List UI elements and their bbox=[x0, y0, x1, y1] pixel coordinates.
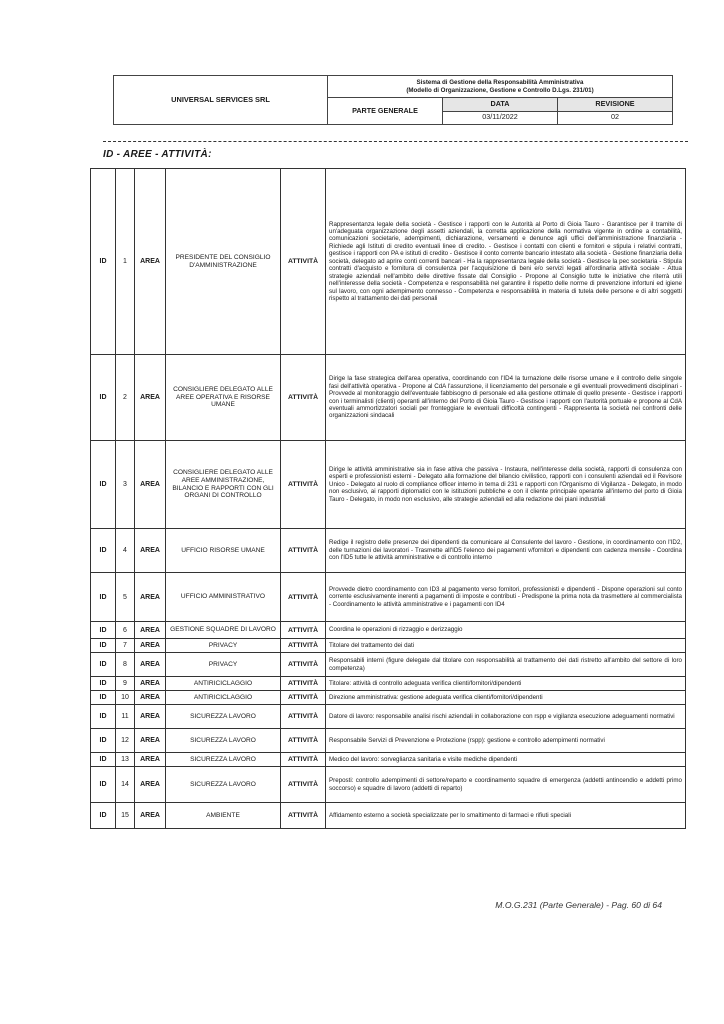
row-description-cell: Titolare: attività di controllo adeguata verifica clienti/fornitori/dipendenti bbox=[326, 677, 686, 691]
row-number-cell: 9 bbox=[116, 677, 135, 691]
row-number-cell: 15 bbox=[116, 803, 135, 829]
row-name-cell: CONSIGLIERE DELEGATO ALLE AREE AMMINISTRAZIONE, BILANCIO E RAPPORTI CON GLI ORGANI DI CONTROLLO bbox=[166, 441, 281, 529]
table-row bbox=[91, 529, 686, 573]
row-number-cell: 4 bbox=[116, 529, 135, 573]
row-activity-label-cell: ATTIVITÀ bbox=[281, 767, 326, 803]
table-row bbox=[91, 677, 686, 691]
row-activity-label-cell: ATTIVITÀ bbox=[281, 705, 326, 729]
row-name-cell: SICUREZZA LAVORO bbox=[166, 705, 281, 729]
row-name-cell: ANTIRICICLAGGIO bbox=[166, 691, 281, 705]
row-activity-label-cell: ATTIVITÀ bbox=[281, 169, 326, 355]
row-id-cell: ID bbox=[91, 529, 116, 573]
row-activity-label-cell: ATTIVITÀ bbox=[281, 677, 326, 691]
row-number-cell: 10 bbox=[116, 691, 135, 705]
row-id-cell: ID bbox=[91, 677, 116, 691]
table-row bbox=[91, 705, 686, 729]
row-name-cell: AMBIENTE bbox=[166, 803, 281, 829]
row-name-cell: ANTIRICICLAGGIO bbox=[166, 677, 281, 691]
row-name-cell: SICUREZZA LAVORO bbox=[166, 753, 281, 767]
row-id-cell: ID bbox=[91, 753, 116, 767]
row-description-cell: Titolare del trattamento dei dati bbox=[326, 639, 686, 653]
areas-table bbox=[90, 168, 686, 829]
table-row bbox=[91, 753, 686, 767]
row-name-cell: UFFICIO RISORSE UMANE bbox=[166, 529, 281, 573]
row-description-cell: Coordina le operazioni di rizzaggio e derizzaggio bbox=[326, 622, 686, 639]
row-number-cell: 8 bbox=[116, 653, 135, 677]
row-area-cell: AREA bbox=[135, 691, 166, 705]
row-area-cell: AREA bbox=[135, 729, 166, 753]
table-row bbox=[91, 355, 686, 441]
row-description-cell: Redige il registro delle presenze dei dipendenti da comunicare al Consulente del lavoro - Gestione, in coordinamento con l'ID2, delle turnazioni dei lavoratori - Trasmette all'ID5 l'elenco dei pagamenti v/fornitori e dipendenti con cadenza mensile - Coordina con l'ID5 tutte le attività amministrative e di controllo interno bbox=[326, 529, 686, 573]
table-row bbox=[91, 169, 686, 355]
row-id-cell: ID bbox=[91, 653, 116, 677]
row-number-cell: 5 bbox=[116, 573, 135, 622]
row-area-cell: AREA bbox=[135, 767, 166, 803]
row-name-cell: GESTIONE SQUADRE DI LAVORO bbox=[166, 622, 281, 639]
row-number-cell: 12 bbox=[116, 729, 135, 753]
row-name-cell: PRESIDENTE DEL CONSIGLIO D'AMMINISTRAZIONE bbox=[166, 169, 281, 355]
row-activity-label-cell: ATTIVITÀ bbox=[281, 639, 326, 653]
row-activity-label-cell: ATTIVITÀ bbox=[281, 355, 326, 441]
row-description-cell: Datore di lavoro: responsabile analisi rischi aziendali in collaborazione con rspp e vigilanza esecuzione adeguamenti normativi bbox=[326, 705, 686, 729]
row-id-cell: ID bbox=[91, 355, 116, 441]
row-description-cell: Provvede dietro coordinamento con ID3 al pagamento verso fornitori, professionisti e dipendenti - Dispone operazioni sul conto corrente esclusivamente inerenti a pagamenti di imposte e contributi - Predispone la prima nota da trasmettere al commercialista - Coordinamento le attività amministrative e i pagamenti con ID4 bbox=[326, 573, 686, 622]
row-id-cell: ID bbox=[91, 803, 116, 829]
table-row bbox=[91, 573, 686, 622]
company-name: UNIVERSAL SERVICES SRL bbox=[114, 76, 328, 125]
row-number-cell: 11 bbox=[116, 705, 135, 729]
row-area-cell: AREA bbox=[135, 803, 166, 829]
row-number-cell: 14 bbox=[116, 767, 135, 803]
row-id-cell: ID bbox=[91, 622, 116, 639]
page-footer: M.O.G.231 (Parte Generale) - Pag. 60 di 64 bbox=[495, 900, 662, 910]
row-area-cell: AREA bbox=[135, 753, 166, 767]
row-name-cell: CONSIGLIERE DELEGATO ALLE AREE OPERATIVA E RISORSE UMANE bbox=[166, 355, 281, 441]
table-row bbox=[91, 622, 686, 639]
row-description-cell: Responsabile Servizi di Prevenzione e Protezione (rspp): gestione e controllo adempimenti normativi bbox=[326, 729, 686, 753]
row-area-cell: AREA bbox=[135, 355, 166, 441]
row-description-cell: Dirige le attività amministrative sia in fase attiva che passiva - Instaura, nell'interesse della società, rapporti di consulenza con esperti e professionisti esterni - Delegato alla formazione del bilancio civilistico, rapporti con i consulenti aziendali ed il Revisore Unico - Delegato al ruolo di compliance officer interno in tema di 231 e rapporti con l'Organismo di Vigilanza - Delegato, in modo non esclusivo, ai rapporti diplomatici con le istituzioni pubbliche e con il cliente principale operante all'interno del porto di Gioia Tauro - Delegato, in modo non esclusivo, alle strategie aziendali ed alla redazione dei piani industriali bbox=[326, 441, 686, 529]
row-name-cell: PRIVACY bbox=[166, 653, 281, 677]
row-id-cell: ID bbox=[91, 169, 116, 355]
row-number-cell: 7 bbox=[116, 639, 135, 653]
row-id-cell: ID bbox=[91, 573, 116, 622]
row-number-cell: 2 bbox=[116, 355, 135, 441]
row-name-cell: SICUREZZA LAVORO bbox=[166, 729, 281, 753]
system-title bbox=[328, 76, 673, 98]
row-number-cell: 13 bbox=[116, 753, 135, 767]
row-activity-label-cell: ATTIVITÀ bbox=[281, 653, 326, 677]
row-area-cell: AREA bbox=[135, 573, 166, 622]
row-activity-label-cell: ATTIVITÀ bbox=[281, 729, 326, 753]
row-description-cell: Rappresentanza legale della società - Gestisce i rapporti con le Autorità al Porto di Gioia Tauro - Garantisce per il tramite di un'adeguata organizzazione degli assetti aziendali, la corretta applicazione della normativa vigente in ordine a contabilità, comunicazioni societarie, adempimenti, dichiarazione, versamenti e denunce agli uffici dell'amministrazione finanziaria - Richiede agli Istituti di credito eventuali linee di credito. - Gestisce i contatti con clienti e fornitori e stipula i relativi contratti, gestisce i rapporti con PA e istituti di credito - Gestisce il conto corrente bancario intestato alla società - Gestione finanziaria della società, delegato ad aprire conti correnti bancari - Ha la rappresentanza legale della società - Gestisce la pec societaria - Stipula contratti d'acquisto e fornitura di consulenza per l'acquisizione di beni e/o servizi legati all'ordinaria attività sociale - Attua strategie aziendali nell'ambito delle direttive fissate dal Consiglio - Propone al Consiglio tutte le iniziative che riterrà utili nell'interesse della società - Competenza e responsabilità nel garantire il rispetto delle norme di prevenzione infortuni ed igiene sul lavoro, con ogni adempimento connesso - Competenza e responsabilità in materia di tutela delle persone e di altri soggetti rispetto al trattamento dei dati personali bbox=[326, 169, 686, 355]
date-value: 03/11/2022 bbox=[443, 111, 558, 124]
row-description-cell: Responsabili interni (figure delegate dal titolare con responsabilità al trattamento dei dati ristretto all'ambito del settore di loro competenza) bbox=[326, 653, 686, 677]
part-label: PARTE GENERALE bbox=[328, 98, 443, 125]
table-row bbox=[91, 767, 686, 803]
revision-value: 02 bbox=[558, 111, 673, 124]
row-description-cell: Direzione amministrativa: gestione adeguata verifica clienti/fornitori/dipendenti bbox=[326, 691, 686, 705]
table-row bbox=[91, 691, 686, 705]
row-description-cell: Dirige la fase strategica dell'area operativa, coordinando con l'ID4 la turnazione delle risorse umane e il controllo delle singole fasi dell'attività operativa - Propone al CdA l'assunzione, il licenziamento del personale e gli eventuali provvedimenti disciplinari - Provvede al monitoraggio dell'eventuale fabbisogno di personale ed alla gestione ottimale di quello presente - Gestisce i rapporti con i terminalisti (clienti) operanti all'interno del Porto di Gioia Tauro - Gestisce i rapporti con l'autorità portuale e propone al CdA eventuali ammortizzatori sociali per fronteggiare le eventuali difficoltà contingenti - Rappresenta la società nei confronti delle organizzazioni sindacali bbox=[326, 355, 686, 441]
row-id-cell: ID bbox=[91, 639, 116, 653]
row-id-cell: ID bbox=[91, 729, 116, 753]
document-header bbox=[113, 75, 673, 125]
row-area-cell: AREA bbox=[135, 169, 166, 355]
row-description-cell: Affidamento esterno a società specializzate per lo smaltimento di farmaci e rifiuti speciali bbox=[326, 803, 686, 829]
table-row bbox=[91, 653, 686, 677]
row-area-cell: AREA bbox=[135, 622, 166, 639]
dashed-divider bbox=[103, 141, 688, 142]
row-area-cell: AREA bbox=[135, 639, 166, 653]
row-activity-label-cell: ATTIVITÀ bbox=[281, 691, 326, 705]
system-title-line1: Sistema di Gestione della Responsabilità Amministrativa bbox=[416, 79, 584, 87]
row-id-cell: ID bbox=[91, 691, 116, 705]
row-area-cell: AREA bbox=[135, 441, 166, 529]
row-activity-label-cell: ATTIVITÀ bbox=[281, 529, 326, 573]
row-name-cell: PRIVACY bbox=[166, 639, 281, 653]
row-id-cell: ID bbox=[91, 705, 116, 729]
table-row bbox=[91, 441, 686, 529]
row-activity-label-cell: ATTIVITÀ bbox=[281, 441, 326, 529]
row-activity-label-cell: ATTIVITÀ bbox=[281, 753, 326, 767]
row-number-cell: 6 bbox=[116, 622, 135, 639]
areas-table-body bbox=[91, 169, 686, 829]
row-area-cell: AREA bbox=[135, 653, 166, 677]
table-row bbox=[91, 803, 686, 829]
row-activity-label-cell: ATTIVITÀ bbox=[281, 573, 326, 622]
table-row bbox=[91, 729, 686, 753]
system-title-line2: (Modello di Organizzazione, Gestione e Controllo D.Lgs. 231/01) bbox=[406, 86, 594, 94]
revision-label: REVISIONE bbox=[558, 98, 673, 111]
row-area-cell: AREA bbox=[135, 677, 166, 691]
row-area-cell: AREA bbox=[135, 529, 166, 573]
row-description-cell: Preposti: controllo adempimenti di settore/reparto e coordinamento squadre di emergenza (addetti antincendio e addetti primo soccorso) e squadre di lavoro (addetti di reparto) bbox=[326, 767, 686, 803]
row-activity-label-cell: ATTIVITÀ bbox=[281, 803, 326, 829]
row-name-cell: SICUREZZA LAVORO bbox=[166, 767, 281, 803]
row-activity-label-cell: ATTIVITÀ bbox=[281, 622, 326, 639]
row-description-cell: Medico del lavoro: sorveglianza sanitaria e visite mediche dipendenti bbox=[326, 753, 686, 767]
row-id-cell: ID bbox=[91, 767, 116, 803]
table-row bbox=[91, 639, 686, 653]
row-name-cell: UFFICIO AMMINISTRATIVO bbox=[166, 573, 281, 622]
section-title: ID - AREE - ATTIVITÀ: bbox=[103, 149, 212, 160]
row-area-cell: AREA bbox=[135, 705, 166, 729]
date-label: DATA bbox=[443, 98, 558, 111]
row-number-cell: 1 bbox=[116, 169, 135, 355]
row-id-cell: ID bbox=[91, 441, 116, 529]
row-number-cell: 3 bbox=[116, 441, 135, 529]
